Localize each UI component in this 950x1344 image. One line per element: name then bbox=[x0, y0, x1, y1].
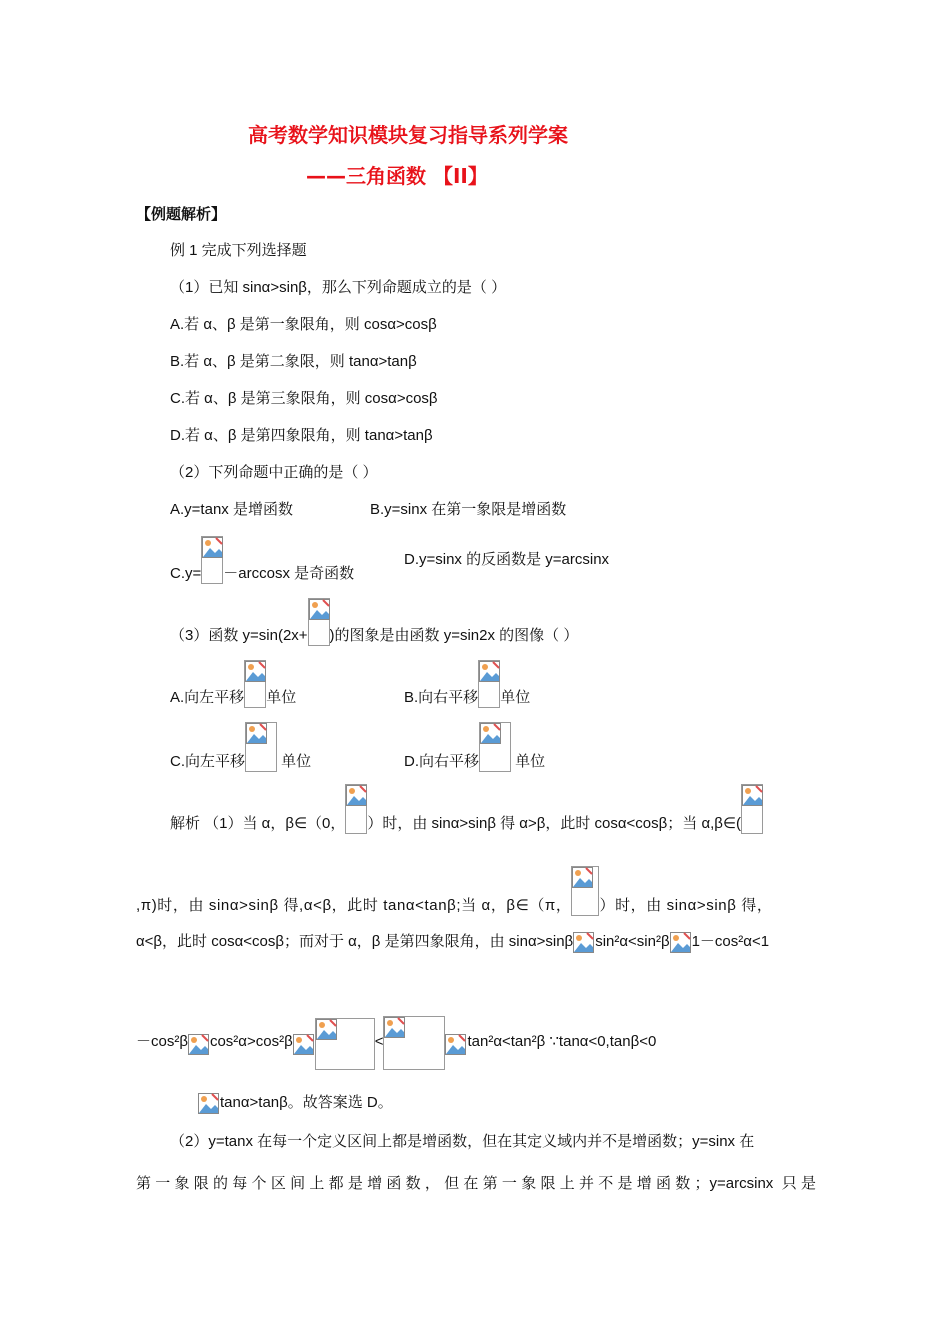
broken-image-icon bbox=[308, 598, 330, 646]
broken-image-icon bbox=[198, 1093, 220, 1113]
q3-option-c: C.向左平移 单位 bbox=[170, 722, 311, 772]
broken-image-icon bbox=[293, 1034, 315, 1054]
q3-option-b: B.向右平移 单位 bbox=[404, 660, 530, 708]
broken-image-icon bbox=[244, 660, 266, 708]
broken-image-icon bbox=[201, 536, 223, 584]
q1-option-d: D.若 α、β 是第四象限角，则 tanα>tanβ bbox=[170, 427, 433, 444]
q2-option-a: A.y=tanx 是增函数 bbox=[170, 501, 293, 518]
q1-stem: （1）已知 sinα>sinβ，那么下列命题成立的是（ ） bbox=[170, 279, 507, 296]
broken-image-icon bbox=[478, 660, 500, 708]
broken-image-icon bbox=[445, 1034, 467, 1054]
q3-option-d: D.向右平移 单位 bbox=[404, 722, 545, 772]
q3-stem: （3）函数 y=sin(2x+ )的图象是由函数 y=sin2x 的图像（ ） bbox=[170, 598, 578, 646]
q2-option-c: C.y= －arccosx 是奇函数 bbox=[170, 536, 354, 584]
broken-image-icon bbox=[188, 1034, 210, 1054]
analysis-line-3: α<β，此时 cosα<cosβ；而对于 α，β 是第四象限角，由 sinα>sinβ sin²α<sin²β 1－cos²α<1 bbox=[136, 932, 769, 952]
document-subtitle: ——三角函数 【II】 bbox=[306, 164, 488, 188]
q2-option-d: D.y=sinx 的反函数是 y=arcsinx bbox=[404, 551, 610, 568]
section-heading: 【例题解析】 bbox=[136, 206, 227, 223]
broken-image-icon bbox=[345, 784, 367, 834]
q1-option-a: A.若 α、β 是第一象限角，则 cosα>cosβ bbox=[170, 316, 437, 333]
q1-option-c: C.若 α、β 是第三象限角，则 cosα>cosβ bbox=[170, 390, 438, 407]
broken-image-icon bbox=[573, 932, 595, 952]
analysis-paragraph-2-line-1: （2）y=tanx 在每一个定义区间上都是增函数，但在其定义域内并不是增函数；y=sinx 在 bbox=[170, 1133, 755, 1150]
broken-image-icon bbox=[670, 932, 692, 952]
analysis-line-2: ,π)时，由 sinα>sinβ 得,α<β，此时 tanα<tanβ;当 α，β∈（π， ）时，由 sinα>sinβ 得， bbox=[136, 866, 820, 916]
document-title: 高考数学知识模块复习指导系列学案 bbox=[248, 123, 568, 147]
broken-image-icon bbox=[479, 722, 511, 772]
q3-option-a: A.向左平移 单位 bbox=[170, 660, 296, 708]
broken-image-icon bbox=[571, 866, 599, 916]
q2-option-b: B.y=sinx 在第一象限是增函数 bbox=[370, 501, 567, 518]
analysis-line-5: tanα>tanβ。故答案选 D。 bbox=[198, 1093, 393, 1113]
broken-image-icon bbox=[245, 722, 277, 772]
broken-image-icon bbox=[741, 784, 763, 834]
q2-stem: （2）下列命题中正确的是（ ） bbox=[170, 464, 378, 481]
q1-option-b: B.若 α、β 是第二象限，则 tanα>tanβ bbox=[170, 353, 417, 370]
broken-image-icon bbox=[383, 1016, 445, 1070]
broken-image-icon bbox=[315, 1018, 375, 1070]
analysis-line-1: 解析 （1）当 α，β∈（0， ）时，由 sinα>sinβ 得 α>β，此时 cosα<cosβ；当 α,β∈( bbox=[170, 784, 763, 834]
analysis-line-4: －cos²β cos²α>cos²β < tan²α<tan²β ∵tanα<0,tanβ<0 bbox=[136, 1016, 656, 1070]
example-heading: 例 1 完成下列选择题 bbox=[170, 242, 307, 259]
analysis-paragraph-2-line-2: 第一象限的每个区间上都是增函数，但在第一象限上并不是增函数；y=arcsinx 只是 bbox=[136, 1175, 816, 1192]
